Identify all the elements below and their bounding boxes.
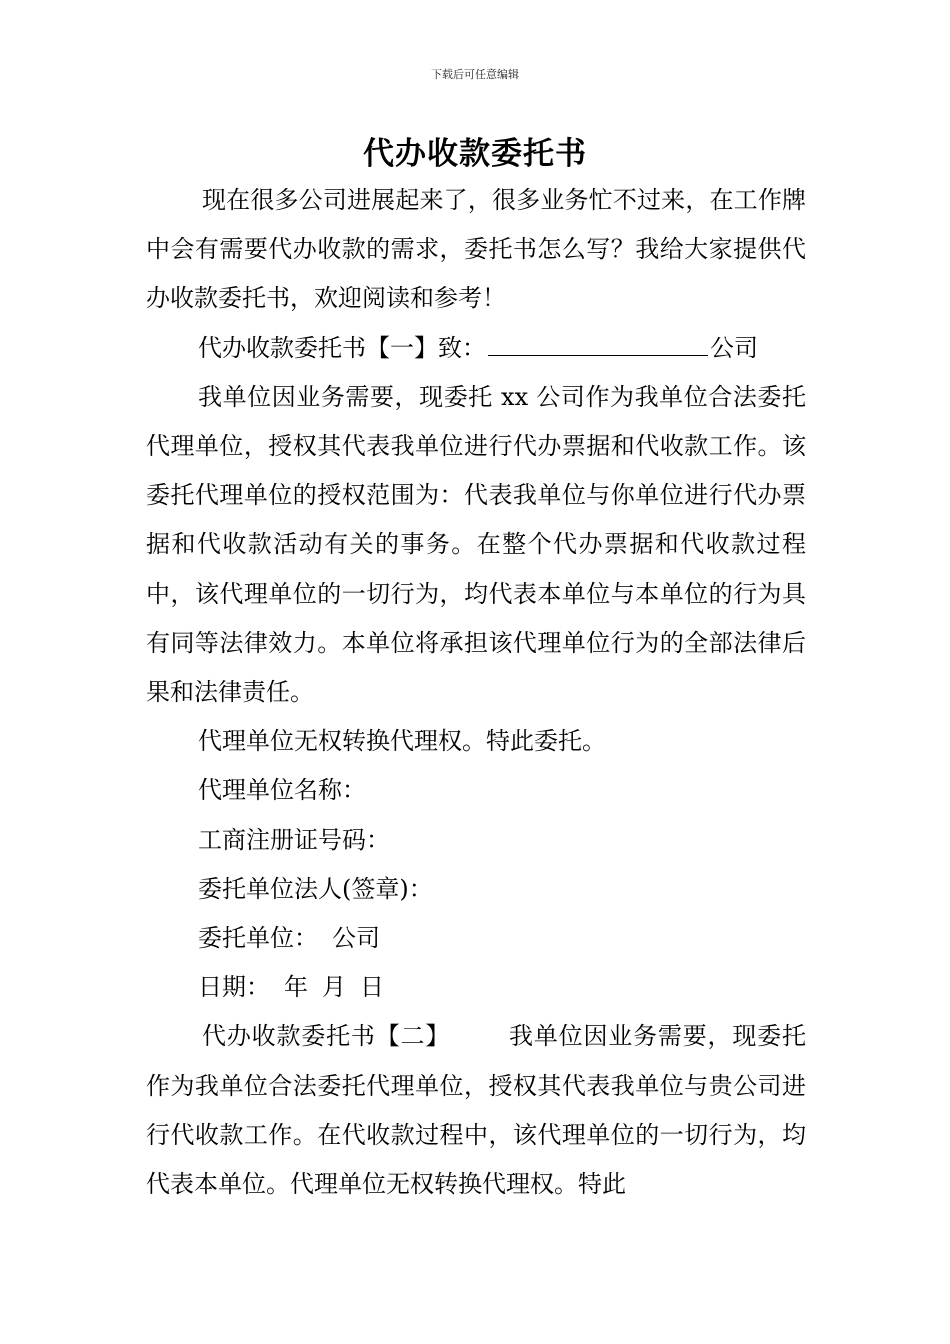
letter1-body: 我单位因业务需要，现委托 xx 公司作为我单位合法委托代理单位，授权其代表我单位进行代办票据和代收款工作。该委托代理单位的授权范围为：代表我单位与你单位进行代办票据和代收款活动有关的事务。在整个代办票据和代收款过程中，该代理单位的一切行为，均代表本单位与本单位的行为具有同等法律效力。本单位将承担该代理单位行为的全部法律后果和法律责任。 [146, 382, 806, 707]
header-note: 下载后可任意编辑 [431, 68, 519, 81]
letter2-paragraph [146, 1012, 806, 1209]
letter1-heading-suffix: 公司 [710, 333, 758, 362]
date-line [146, 963, 806, 1012]
client-unit-suffix: 公司 [332, 924, 380, 953]
legal-representative-line: 委托单位法人(签章)： [198, 874, 433, 903]
agent-name-line: 代理单位名称： [198, 776, 366, 805]
client-unit-line [146, 914, 806, 963]
letter2-heading: 代办收款委托书【二】 [202, 1022, 451, 1051]
date-year: 年 [284, 973, 308, 1002]
intro-paragraph: 现在很多公司进展起来了，很多业务忙不过来，在工作牌中会有需要代办收款的需求，委托书怎么写？我给大家提供代办收款委托书，欢迎阅读和参考！ [146, 186, 806, 313]
client-unit-label: 委托单位： [198, 924, 318, 953]
date-label: 日期： [198, 973, 270, 1002]
date-month: 月 [322, 973, 346, 1002]
letter1-no-transfer: 代理单位无权转换代理权。特此委托。 [198, 727, 606, 756]
document-body [146, 176, 806, 1209]
recipient-blank-line [488, 354, 708, 356]
letter2-body-rest: 托作为我单位合法委托代理单位，授权其代表我单位与贵公司进行代收款工作。在代收款过程中，该代理单位的一切行为，均代表本单位。代理单位无权转换代理权。特此 [146, 1022, 807, 1199]
letter1-heading-text: 代办收款委托书【一】致： [198, 333, 486, 362]
date-day: 日 [360, 973, 384, 1002]
document-title: 代办收款委托书 [363, 136, 587, 172]
registration-number-line: 工商注册证号码： [198, 825, 390, 854]
letter1-heading [146, 324, 806, 373]
letter2-body-start: 我单位因业务需要，现委 [508, 1022, 783, 1051]
